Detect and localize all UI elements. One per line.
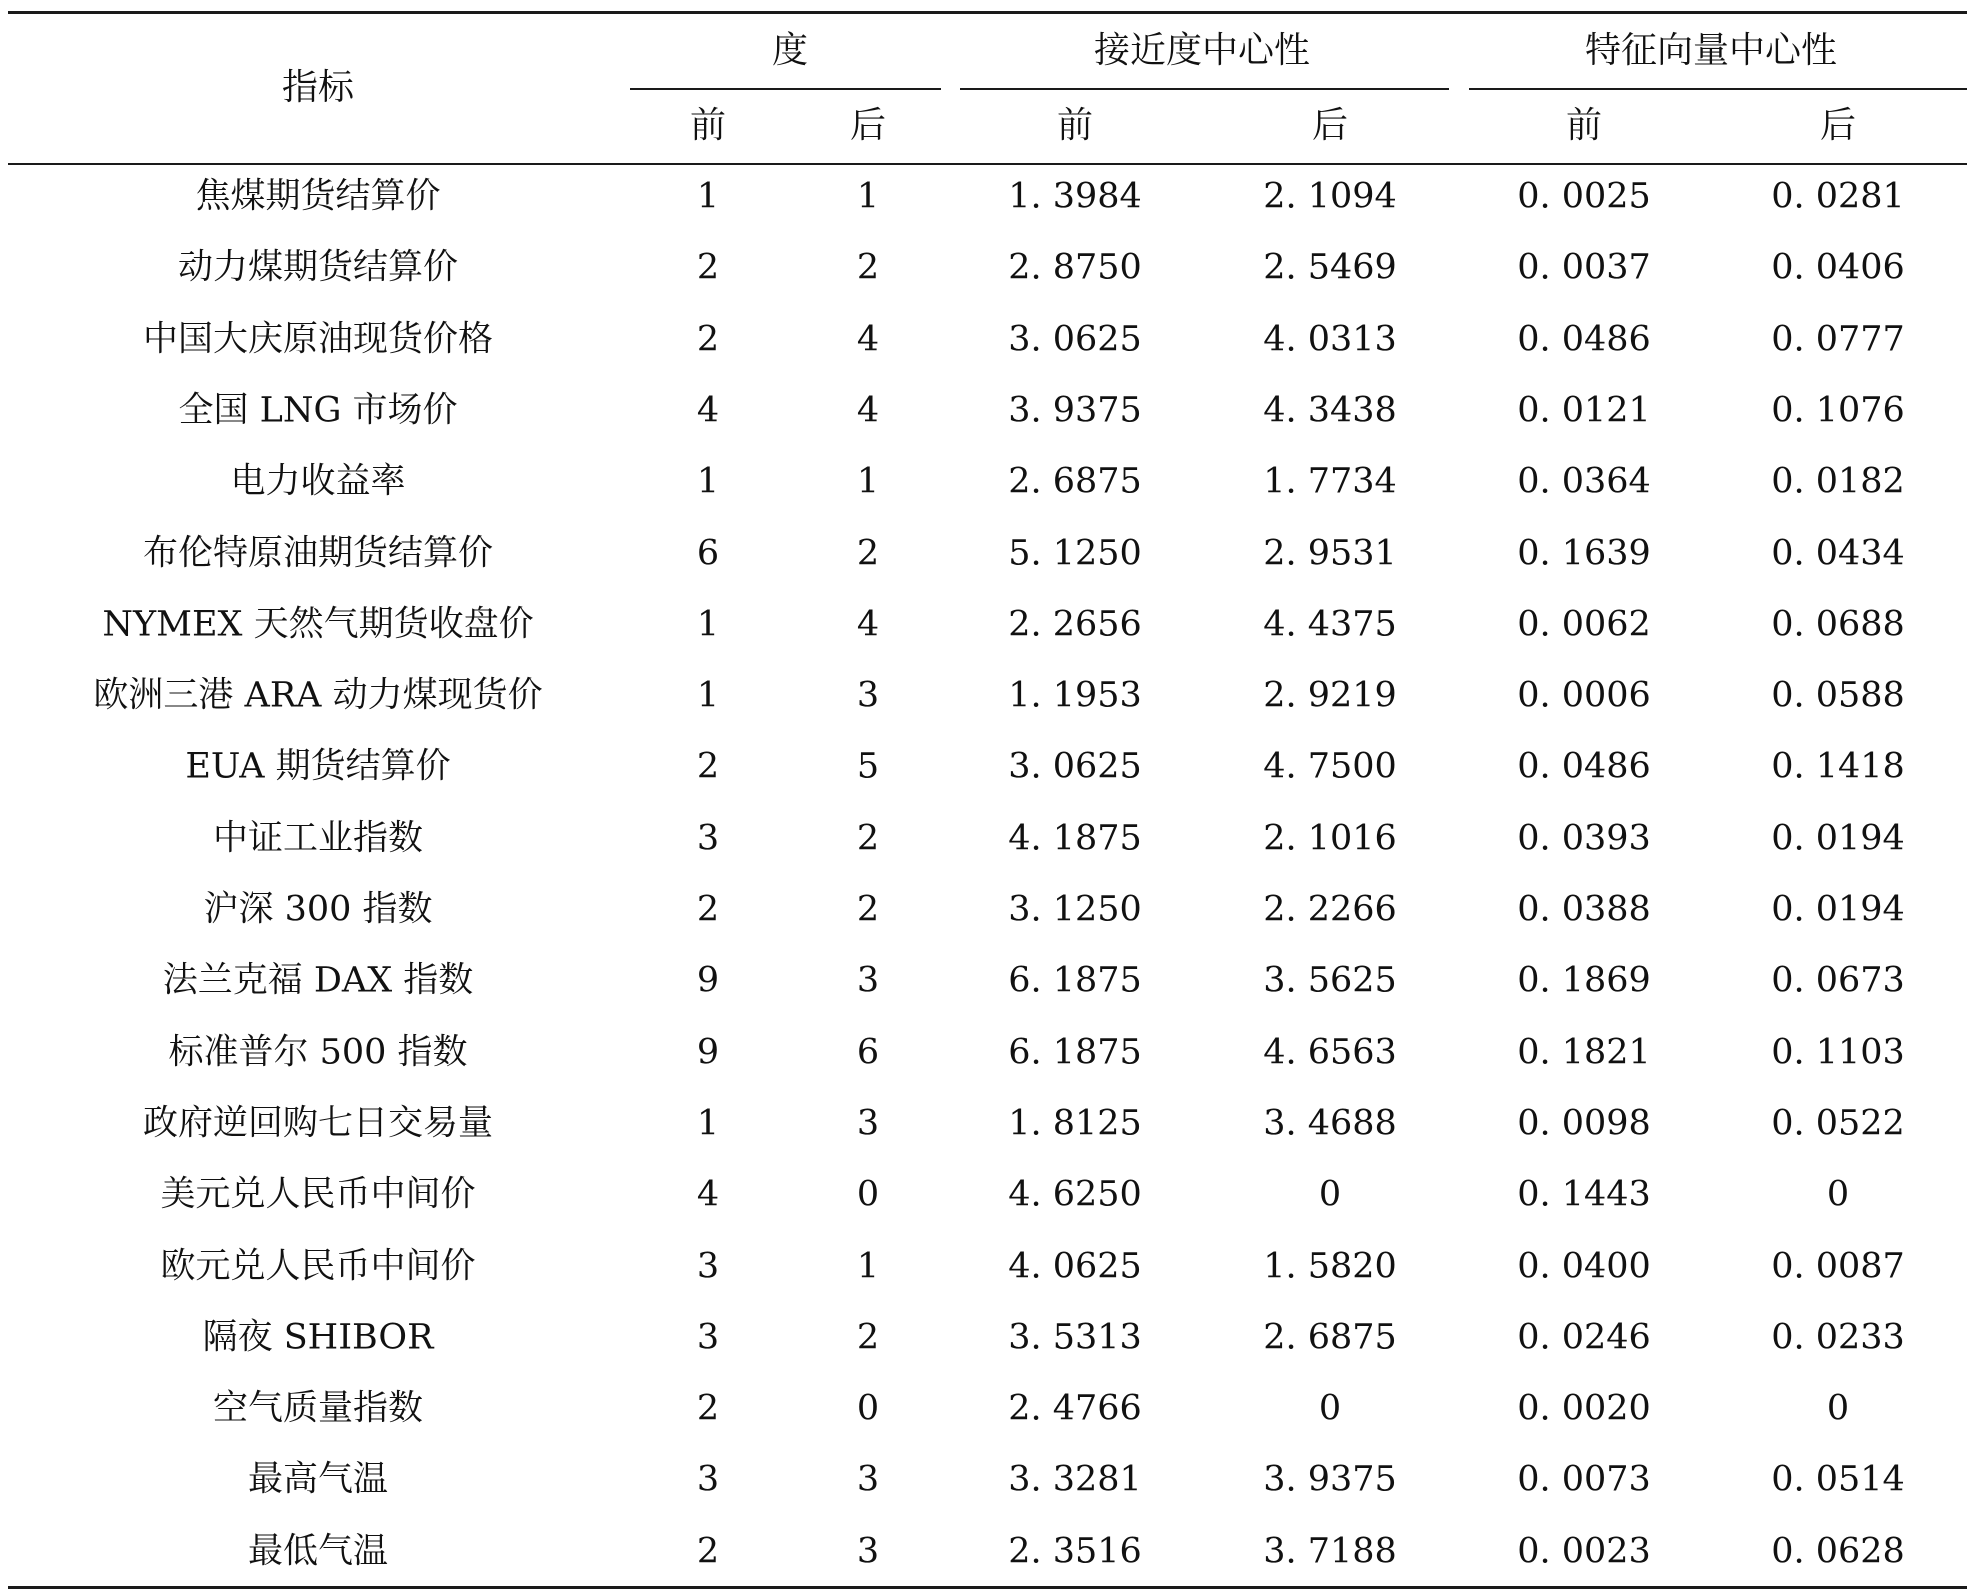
row-value: 1	[696, 461, 720, 502]
row-value: 2	[856, 533, 880, 573]
row-value: 4	[856, 604, 880, 645]
row-indicator-name: 中国大庆原油现货价格	[142, 319, 494, 360]
subheader-before: 前	[1056, 105, 1094, 146]
header-bottom-rule	[8, 163, 1967, 165]
row-value: 0. 0006	[1517, 675, 1651, 716]
row-value: 2. 4766	[1008, 1388, 1142, 1429]
row-value: 4	[856, 390, 880, 431]
row-indicator-name: 欧洲三港 ARA 动力煤现货价	[93, 675, 543, 716]
row-value: 3. 0625	[1008, 746, 1142, 787]
row-value: 3. 3281	[1008, 1459, 1142, 1500]
row-indicator-name: 沪深 300 指数	[203, 889, 433, 930]
row-value: 1	[696, 1103, 720, 1144]
subheader-after: 后	[849, 105, 887, 146]
row-value: 0. 0037	[1517, 247, 1651, 288]
row-value: 3. 5313	[1008, 1317, 1142, 1358]
row-indicator-name: 空气质量指数	[212, 1388, 424, 1429]
row-value: 6	[696, 533, 720, 573]
row-value: 4. 7500	[1263, 746, 1397, 787]
row-value: 0. 0194	[1771, 818, 1905, 859]
row-value: 0. 0098	[1517, 1103, 1651, 1144]
row-value: 0. 0025	[1517, 176, 1651, 217]
row-value: 4. 4375	[1263, 604, 1397, 645]
row-indicator-name: 法兰克福 DAX 指数	[162, 960, 474, 1001]
row-value: 0. 0434	[1771, 533, 1905, 573]
row-value: 0. 0194	[1771, 889, 1905, 930]
row-indicator-name: 布伦特原油期货结算价	[142, 533, 494, 573]
row-value: 0. 0062	[1517, 604, 1651, 645]
row-value: 0. 0688	[1771, 604, 1905, 645]
row-value: 3. 7188	[1263, 1531, 1397, 1572]
row-value: 1	[856, 176, 880, 217]
row-indicator-name: 焦煤期货结算价	[195, 176, 441, 217]
row-value: 3	[696, 1317, 720, 1358]
row-value: 2. 6875	[1008, 461, 1142, 502]
row-indicator-name: 政府逆回购七日交易量	[142, 1103, 494, 1144]
row-value: 4. 1875	[1008, 818, 1142, 859]
row-value: 2	[696, 319, 720, 360]
row-value: 0	[856, 1174, 880, 1215]
row-value: 2. 3516	[1008, 1531, 1142, 1572]
row-value: 0. 1103	[1771, 1032, 1905, 1073]
row-value: 4. 6563	[1263, 1032, 1397, 1073]
row-value: 4. 6250	[1008, 1174, 1142, 1215]
subheader-after: 后	[1819, 105, 1857, 146]
row-value: 0. 0522	[1771, 1103, 1905, 1144]
row-value: 3. 0625	[1008, 319, 1142, 360]
row-value: 2. 2656	[1008, 604, 1142, 645]
row-value: 9	[696, 1032, 720, 1073]
row-value: 2. 2266	[1263, 889, 1397, 930]
row-value: 1. 7734	[1263, 461, 1397, 502]
row-indicator-name: 标准普尔 500 指数	[168, 1032, 468, 1073]
row-value: 3	[856, 1531, 880, 1572]
row-indicator-name: 全国 LNG 市场价	[178, 390, 458, 431]
group-underline-2	[960, 88, 1449, 90]
group-underline-1	[630, 88, 941, 90]
row-value: 2. 1094	[1263, 176, 1397, 217]
row-indicator-name: 隔夜 SHIBOR	[202, 1317, 434, 1358]
row-value: 0. 0486	[1517, 319, 1651, 360]
row-value: 0. 1443	[1517, 1174, 1651, 1215]
row-value: 0. 0020	[1517, 1388, 1651, 1429]
group-header: 接近度中心性	[1093, 30, 1311, 71]
row-value: 3	[696, 1246, 720, 1286]
row-value: 2	[856, 247, 880, 288]
row-value: 0. 0087	[1771, 1246, 1905, 1286]
row-indicator-name: EUA 期货结算价	[185, 746, 451, 787]
row-indicator-name: 电力收益率	[230, 461, 406, 502]
row-value: 0. 0121	[1517, 390, 1651, 431]
bottom-rule	[8, 1586, 1967, 1589]
row-value: 0. 0400	[1517, 1246, 1651, 1286]
row-value: 2. 6875	[1263, 1317, 1397, 1358]
row-value: 0. 0364	[1517, 461, 1651, 502]
row-value: 1. 8125	[1008, 1103, 1142, 1144]
row-value: 2	[856, 818, 880, 859]
row-value: 0. 0777	[1771, 319, 1905, 360]
row-value: 2. 1016	[1263, 818, 1397, 859]
row-value: 2	[856, 1317, 880, 1358]
row-value: 0. 0281	[1771, 176, 1905, 217]
row-value: 2. 9531	[1263, 533, 1397, 573]
row-value: 3. 5625	[1263, 960, 1397, 1001]
indicator-header: 指标	[281, 67, 355, 108]
row-value: 4	[856, 319, 880, 360]
group-header: 度	[771, 30, 809, 71]
row-value: 2	[856, 889, 880, 930]
row-indicator-name: NYMEX 天然气期货收盘价	[102, 604, 534, 645]
row-value: 0. 0628	[1771, 1531, 1905, 1572]
row-value: 6	[856, 1032, 880, 1073]
row-indicator-name: 中证工业指数	[212, 818, 424, 859]
row-value: 0. 1418	[1771, 746, 1905, 787]
row-value: 2	[696, 247, 720, 288]
row-value: 1	[696, 176, 720, 217]
row-value: 5. 1250	[1008, 533, 1142, 573]
row-value: 3. 9375	[1263, 1459, 1397, 1500]
group-header: 特征向量中心性	[1584, 30, 1838, 71]
row-value: 4	[696, 1174, 720, 1215]
row-value: 4. 0625	[1008, 1246, 1142, 1286]
row-indicator-name: 最高气温	[247, 1459, 389, 1500]
row-value: 2. 9219	[1263, 675, 1397, 716]
row-value: 3	[856, 960, 880, 1001]
row-value: 2. 5469	[1263, 247, 1397, 288]
group-underline-3	[1469, 88, 1967, 90]
row-value: 0. 1076	[1771, 390, 1905, 431]
row-value: 0. 0673	[1771, 960, 1905, 1001]
row-value: 6. 1875	[1008, 1032, 1142, 1073]
row-value: 5	[856, 746, 880, 787]
subheader-before: 前	[689, 105, 727, 146]
row-value: 0. 1639	[1517, 533, 1651, 573]
row-indicator-name: 美元兑人民币中间价	[160, 1174, 476, 1215]
row-value: 2	[696, 1531, 720, 1572]
row-value: 0. 0486	[1517, 746, 1651, 787]
row-value: 1. 5820	[1263, 1246, 1397, 1286]
row-value: 0. 0246	[1517, 1317, 1651, 1358]
row-value: 0. 0588	[1771, 675, 1905, 716]
row-value: 3	[696, 1459, 720, 1500]
row-value: 4. 3438	[1263, 390, 1397, 431]
row-value: 2	[696, 746, 720, 787]
row-value: 1	[696, 675, 720, 716]
row-value: 1	[856, 461, 880, 502]
row-value: 1	[696, 604, 720, 645]
row-value: 0. 0393	[1517, 818, 1651, 859]
subheader-after: 后	[1311, 105, 1349, 146]
row-value: 1	[856, 1246, 880, 1286]
top-rule	[8, 11, 1967, 14]
row-value: 3. 4688	[1263, 1103, 1397, 1144]
row-value: 0. 0182	[1771, 461, 1905, 502]
row-value: 6. 1875	[1008, 960, 1142, 1001]
row-value: 3	[856, 1103, 880, 1144]
row-value: 3. 9375	[1008, 390, 1142, 431]
row-value: 3	[696, 818, 720, 859]
subheader-before: 前	[1565, 105, 1603, 146]
row-value: 2	[696, 1388, 720, 1429]
row-value: 0. 0023	[1517, 1531, 1651, 1572]
row-value: 9	[696, 960, 720, 1001]
row-value: 0. 0514	[1771, 1459, 1905, 1500]
row-value: 0	[1826, 1388, 1850, 1429]
row-value: 3. 1250	[1008, 889, 1142, 930]
row-value: 2. 8750	[1008, 247, 1142, 288]
row-value: 0	[1318, 1174, 1342, 1215]
row-value: 0	[856, 1388, 880, 1429]
row-value: 4	[696, 390, 720, 431]
row-value: 0. 0406	[1771, 247, 1905, 288]
row-value: 0. 0233	[1771, 1317, 1905, 1358]
row-value: 1. 3984	[1008, 176, 1142, 217]
row-indicator-name: 欧元兑人民币中间价	[160, 1246, 476, 1286]
row-value: 3	[856, 675, 880, 716]
row-value: 4. 0313	[1263, 319, 1397, 360]
row-indicator-name: 最低气温	[247, 1531, 389, 1572]
row-value: 0	[1826, 1174, 1850, 1215]
row-value: 2	[696, 889, 720, 930]
row-value: 0. 1869	[1517, 960, 1651, 1001]
row-value: 3	[856, 1459, 880, 1500]
row-value: 0. 0388	[1517, 889, 1651, 930]
row-value: 0. 0073	[1517, 1459, 1651, 1500]
row-value: 1. 1953	[1008, 675, 1142, 716]
row-value: 0	[1318, 1388, 1342, 1429]
row-indicator-name: 动力煤期货结算价	[177, 247, 459, 288]
row-value: 0. 1821	[1517, 1032, 1651, 1073]
